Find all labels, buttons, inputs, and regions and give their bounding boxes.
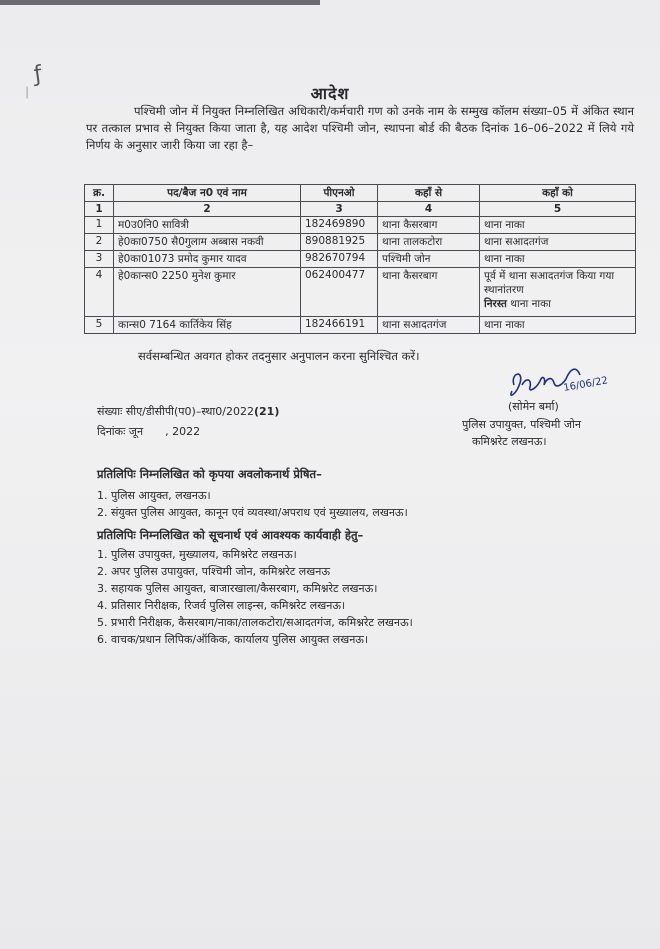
header-from: कहाँ से xyxy=(378,185,480,202)
list-item: 1. पुलिस आयुक्त, लखनऊ। xyxy=(97,489,211,502)
cell-pno: 182469890 xyxy=(301,217,378,234)
scan-edge xyxy=(0,0,320,5)
copy-list-2 xyxy=(97,546,413,648)
cell-from: थाना तालकटोरा xyxy=(378,234,480,251)
transfer-table xyxy=(84,184,636,334)
table-row xyxy=(85,251,636,268)
header-name: पद/बैज न0 एवं नाम xyxy=(114,185,301,202)
svg-text:16/06/22: 16/06/22 xyxy=(562,375,609,394)
table-row xyxy=(85,268,636,317)
table-row xyxy=(85,234,636,251)
colnum-4: 4 xyxy=(378,202,480,217)
header-to: कहाँ को xyxy=(480,185,636,202)
cell-pno: 890881925 xyxy=(301,234,378,251)
cell-name: कान्स0 7164 कार्तिकेय सिंह xyxy=(114,317,301,334)
order-paragraph-text: पश्चिमी जोन में नियुक्त निम्नलिखित अधिकारी/कर्मचारी गण को उनके नाम के सम्मुख कॉलम संख्या–05 में अंकित स्थान पर तत्काल प्रभाव से नियुक्त किया जाता है, यह आदेश पश्चिमी जोन, स्थापना बोर्ड की बैठक दिनांक 16–06–2022 में लिये गये निर्णय के अनुसार जारी किया जा रहा है– xyxy=(86,104,634,152)
issue-date xyxy=(97,424,200,439)
cell-sno: 5 xyxy=(85,317,114,334)
cell-pno: 062400477 xyxy=(301,268,378,317)
copy-heading-1: प्रतिलिपिः निम्नलिखित को कृपया अवलोकनार्थ प्रेषित– xyxy=(97,467,322,481)
colnum-3: 3 xyxy=(301,202,378,217)
signatory-designation: पुलिस उपायुक्त, पश्चिमी जोन xyxy=(462,418,581,431)
cell-from: थाना कैसरबाग xyxy=(378,268,480,317)
cell-from: थाना कैसरबाग xyxy=(378,217,480,234)
list-item: 4. प्रतिसार निरीक्षक, रिजर्व पुलिस लाइन्स, कमिश्नरेट लखनऊ। xyxy=(97,599,346,612)
cell-pno: 182466191 xyxy=(301,317,378,334)
cell-name: हे0का0750 सै0गुलाम अब्बास नकवी xyxy=(114,234,301,251)
reference-number xyxy=(97,404,279,419)
date-label: दिनांकः जून xyxy=(97,425,144,438)
list-item: 2. संयुक्त पुलिस आयुक्त, कानून एवं व्यवस्था/अपराध एवं मुख्यालय, लखनऊ। xyxy=(97,506,408,519)
compliance-line: सर्वसम्बन्धित अवगत होकर तदनुसार अनुपालन करना सुनिश्चित करें। xyxy=(138,349,420,363)
table-row xyxy=(85,217,636,234)
colnum-2: 2 xyxy=(114,202,301,217)
cell-to-line1: पूर्व में थाना सआदतगंज किया गया स्थानांतरण xyxy=(484,270,615,296)
pen-mark-small: │ xyxy=(24,88,31,99)
cell-to-bold: निरस्त xyxy=(484,298,507,310)
cell-name: म0उ0नि0 सावित्री xyxy=(114,217,301,234)
cell-to: थाना नाका xyxy=(480,317,636,334)
cell-name: हे0का01073 प्रमोद कुमार यादव xyxy=(114,251,301,268)
cell-from: पश्चिमी जोन xyxy=(378,251,480,268)
list-item: 2. अपर पुलिस उपायुक्त, पश्चिमी जोन, कमिश्नरेट लखनऊ xyxy=(97,565,330,578)
cell-name: हे0कान्स0 2250 मुनेश कुमार xyxy=(114,268,301,317)
list-item: 3. सहायक पुलिस आयुक्त, बाजारखाला/कैसरबाग, कमिश्नरेट लखनऊ। xyxy=(97,582,378,595)
colnum-1: 1 xyxy=(85,202,114,217)
cell-to-line2: थाना नाका xyxy=(510,298,551,310)
document-title: आदेश xyxy=(310,84,350,103)
cell-from: थाना सआदतगंज xyxy=(378,317,480,334)
cell-to-multiline xyxy=(480,268,636,317)
signatory-office: कमिश्नरेट लखनऊ। xyxy=(472,435,547,448)
cell-sno: 2 xyxy=(85,234,114,251)
date-year: , 2022 xyxy=(165,425,201,438)
signatory-name: (सोमेन बर्मा) xyxy=(508,400,559,413)
table-row xyxy=(85,317,636,334)
list-item: 6. वाचक/प्रधान लिपिक/ऑकिक, कार्यालय पुलिस आयुक्त लखनऊ। xyxy=(97,633,369,646)
reference-prefix: संख्याः सीए/डीसीपी(प0)–स्था0/2022 xyxy=(97,405,254,418)
cell-sno: 1 xyxy=(85,217,114,234)
list-item: 5. प्रभारी निरीक्षक, कैसरबाग/नाका/तालकटोरा/सआदतगंज, कमिश्नरेट लखनऊ। xyxy=(97,616,413,629)
cell-to: थाना नाका xyxy=(480,251,636,268)
reference-suffix: (21) xyxy=(253,405,280,418)
cell-sno: 3 xyxy=(85,251,114,268)
copy-heading-2: प्रतिलिपिः निम्नलिखित को सूचनार्थ एवं आवश्यक कार्यवाही हेतु– xyxy=(97,528,364,542)
cell-pno: 982670794 xyxy=(301,251,378,268)
list-item: 1. पुलिस उपायुक्त, मुख्यालय, कमिश्नरेट लखनऊ। xyxy=(97,548,297,561)
table-header-row xyxy=(85,185,636,202)
cell-sno: 4 xyxy=(85,268,114,317)
header-pno: पीएनओ xyxy=(301,185,378,202)
pen-mark: ƒ xyxy=(32,61,44,88)
header-sno: क्र. xyxy=(85,185,114,202)
cell-to: थाना नाका xyxy=(480,217,636,234)
table-colnum-row xyxy=(85,202,636,217)
order-paragraph xyxy=(86,103,634,154)
copy-list-1 xyxy=(97,487,408,521)
cell-to: थाना सआदतगंज xyxy=(480,234,636,251)
colnum-5: 5 xyxy=(480,202,636,217)
